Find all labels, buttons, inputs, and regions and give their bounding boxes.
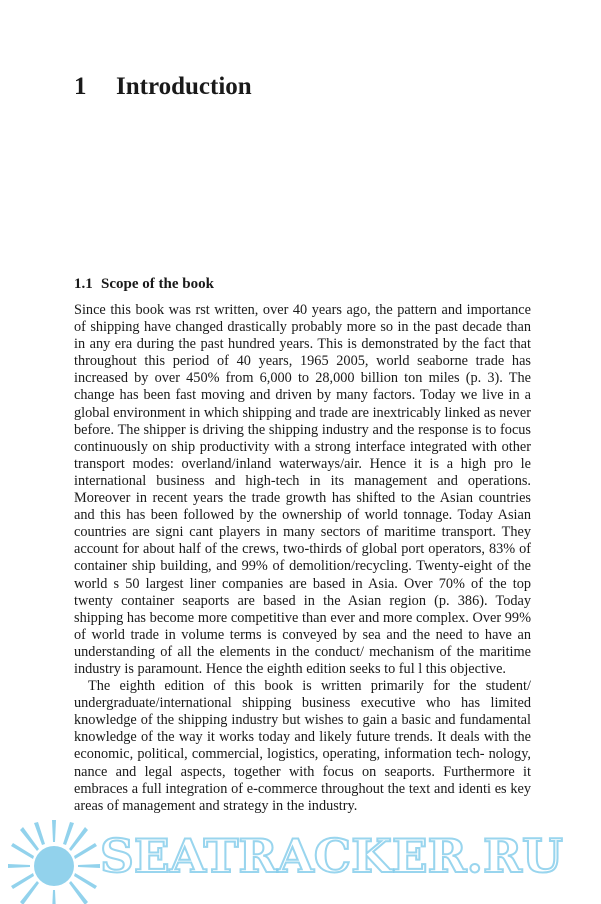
watermark-text: SEATRACKER.RU [100,829,563,883]
section-heading [74,274,214,294]
paragraph-1: Since this book was rst written, over 40 years ago, the pattern and importance of shipping have changed drastically probably more so in the past decade than in any era during the past hundred years. This is demonstrated by the fact that throughout this period of 40 years, 1965 2005, world seaborne trade has increased by over 450% from 6,000 to 28,000 billion ton miles (p. 3). The change has been fast moving and driven by many factors. Today we live in a global environment in which shipping and trade are inextricably linked as never before. The shipper is driving the shipping industry and the response is to focus continuously on ship productivity with a strong interface integrated with other transport modes: overland/inland waterways/air. Hence it is a high pro le international business and high-tech in its management and operations. Moreover in recent years the trade growth has shifted to the Asian countries and this has been followed by the ownership of world tonnage. Today Asian countries are signi cant players in many sectors of maritime transport. They account for about half of the crews, two-thirds of global port operators, 83% of container ship building, and 99% of demolition/recycling. Twenty-eight of the world s 50 largest liner companies are based in Asia. Over 70% of the top twenty container seaports are based in the Asian region (p. 386). Today shipping has become more competitive than ever and more complex. Over 99% of world trade in volume terms is conveyed by sea and the need to have an understanding of all the elements in the conduct/ mechanism of the maritime industry is paramount. Hence the eighth edition seeks to ful l this objective. [74,302,531,677]
paragraph-2: The eighth edition of this book is written primarily for the student/ undergraduate/international shipping business executive who has limited knowledge of the shipping industry but wishes to gain a basic and fundamental knowledge of the way it works today and likely future trends. It deals with the economic, political, commercial, logistics, operating, information tech- nology, nance and legal aspects, together with focus on seaports. Furthermore it embraces a full integration of e-commerce throughout the text and identi es key areas of management and strategy in the industry. [74,678,531,814]
body-text [74,302,531,815]
watermark [0,816,601,904]
chapter-title [74,70,252,104]
chapter-number: 1 [74,73,87,100]
section-title-text: Scope of the book [101,276,214,292]
chapter-title-text: Introduction [116,73,252,100]
section-number: 1.1 [74,276,93,292]
sun-icon [8,816,100,904]
